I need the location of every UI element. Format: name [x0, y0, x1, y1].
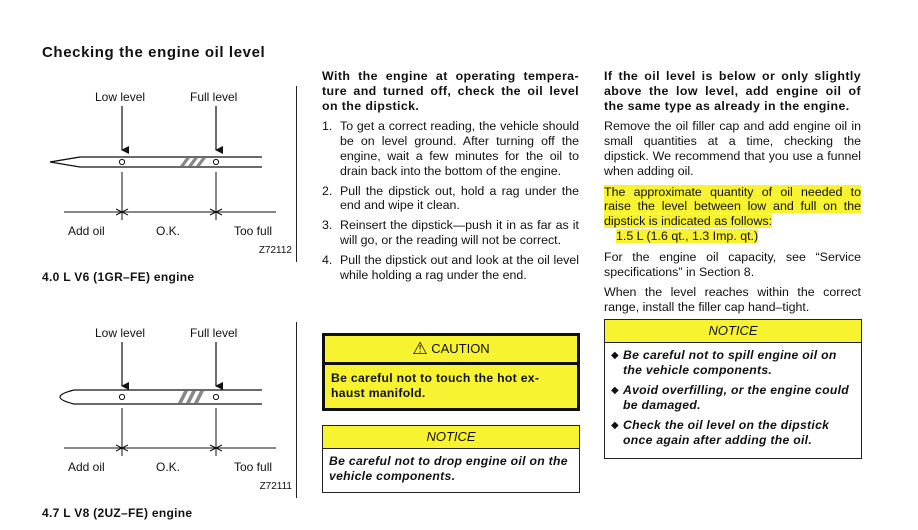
list-item: 1. To get a correct reading, the vehicle should be on level ground. After turning off the engine, wait a few minutes for the oil to drain back into the bottom of the engine. — [322, 119, 579, 178]
paragraph: For the engine oil capacity, see “Service specifications” in Section 8. — [604, 249, 861, 279]
caution-header — [325, 336, 577, 365]
paragraph: Remove the oil filler cap and add engine oil in small quantities at a time, checking the dipstick. We recommend that you use a funnel when adding oil. — [604, 119, 861, 178]
ok-label: O.K. — [156, 460, 181, 474]
figure-caption-v8: 4.7 L V8 (2UZ–FE) engine — [42, 506, 193, 520]
list-item: 3. Reinsert the dipstick—push it in as far as it will go, or the reading will not be correct. — [322, 218, 579, 247]
notice-box-right — [604, 319, 862, 459]
diamond-bullet-icon: ◆ — [611, 420, 619, 431]
low-level-label: Low level — [95, 90, 146, 104]
middle-lead: With the engine at operating tempera- ture and turned off, check the oil level on the dipstick. — [322, 69, 579, 113]
full-level-label: Full level — [190, 326, 238, 340]
oil-quantity: 1.5 L (1.6 qt., 1.3 Imp. qt.) — [616, 228, 759, 243]
too-full-label: Too full — [234, 224, 273, 238]
too-full-label: Too full — [234, 460, 273, 474]
page-title: Checking the engine oil level — [42, 44, 266, 61]
notice-title: NOTICE — [323, 426, 579, 449]
figure-caption-v6: 4.0 L V6 (1GR–FE) engine — [42, 270, 195, 284]
list-item: 4. Pull the dipstick out and look at the oil level while holding a rag under the end. — [322, 252, 579, 282]
diamond-bullet-icon: ◆ — [611, 385, 619, 396]
list-item: 2. Pull the dipstick out, hold a rag under the end and wipe it clean. — [322, 183, 579, 213]
notice-box-middle — [322, 425, 580, 493]
highlighted-text: The approximate quantity of oil needed to raise the level between low and full on the dipstick is indicated as follows: — [604, 184, 861, 229]
full-level-label: Full level — [190, 90, 238, 104]
low-level-label: Low level — [95, 326, 146, 340]
ok-label: O.K. — [156, 224, 181, 238]
middle-column — [322, 69, 579, 287]
steps-list — [322, 119, 579, 282]
figure-code: Z72111 — [259, 481, 292, 492]
list-item: ◆ Check the oil level on the dipstick once again after adding the oil. — [611, 418, 830, 447]
warning-triangle-icon: ⚠ — [412, 339, 428, 358]
right-lead: If the oil level is below or only slightly above the low level, add engine oil of the same type as already in the engine. — [604, 69, 861, 113]
diamond-bullet-icon: ◆ — [611, 350, 619, 361]
caution-box — [322, 333, 580, 411]
paragraph: When the level reaches within the correct range, install the filler cap hand–tight. — [604, 285, 861, 315]
add-oil-label: Add oil — [68, 224, 105, 238]
figure-code: Z72112 — [258, 245, 292, 256]
notice-list — [611, 348, 855, 448]
list-item: ◆ Avoid overfilling, or the engine could be damaged. — [611, 383, 850, 412]
list-item: ◆ Be careful not to spill engine oil on the vehicle components. — [611, 348, 837, 377]
add-oil-label: Add oil — [68, 460, 105, 474]
notice-title: NOTICE — [605, 320, 861, 343]
right-column — [604, 69, 861, 321]
dipstick-figure-v8 — [40, 322, 297, 498]
caution-title: CAUTION — [431, 341, 490, 356]
notice-text: Be careful not to drop engine oil on the vehicle components. — [329, 454, 568, 483]
dipstick-figure-v6 — [40, 86, 297, 262]
caution-text: Be careful not to touch the hot ex- haust manifold. — [331, 371, 540, 400]
